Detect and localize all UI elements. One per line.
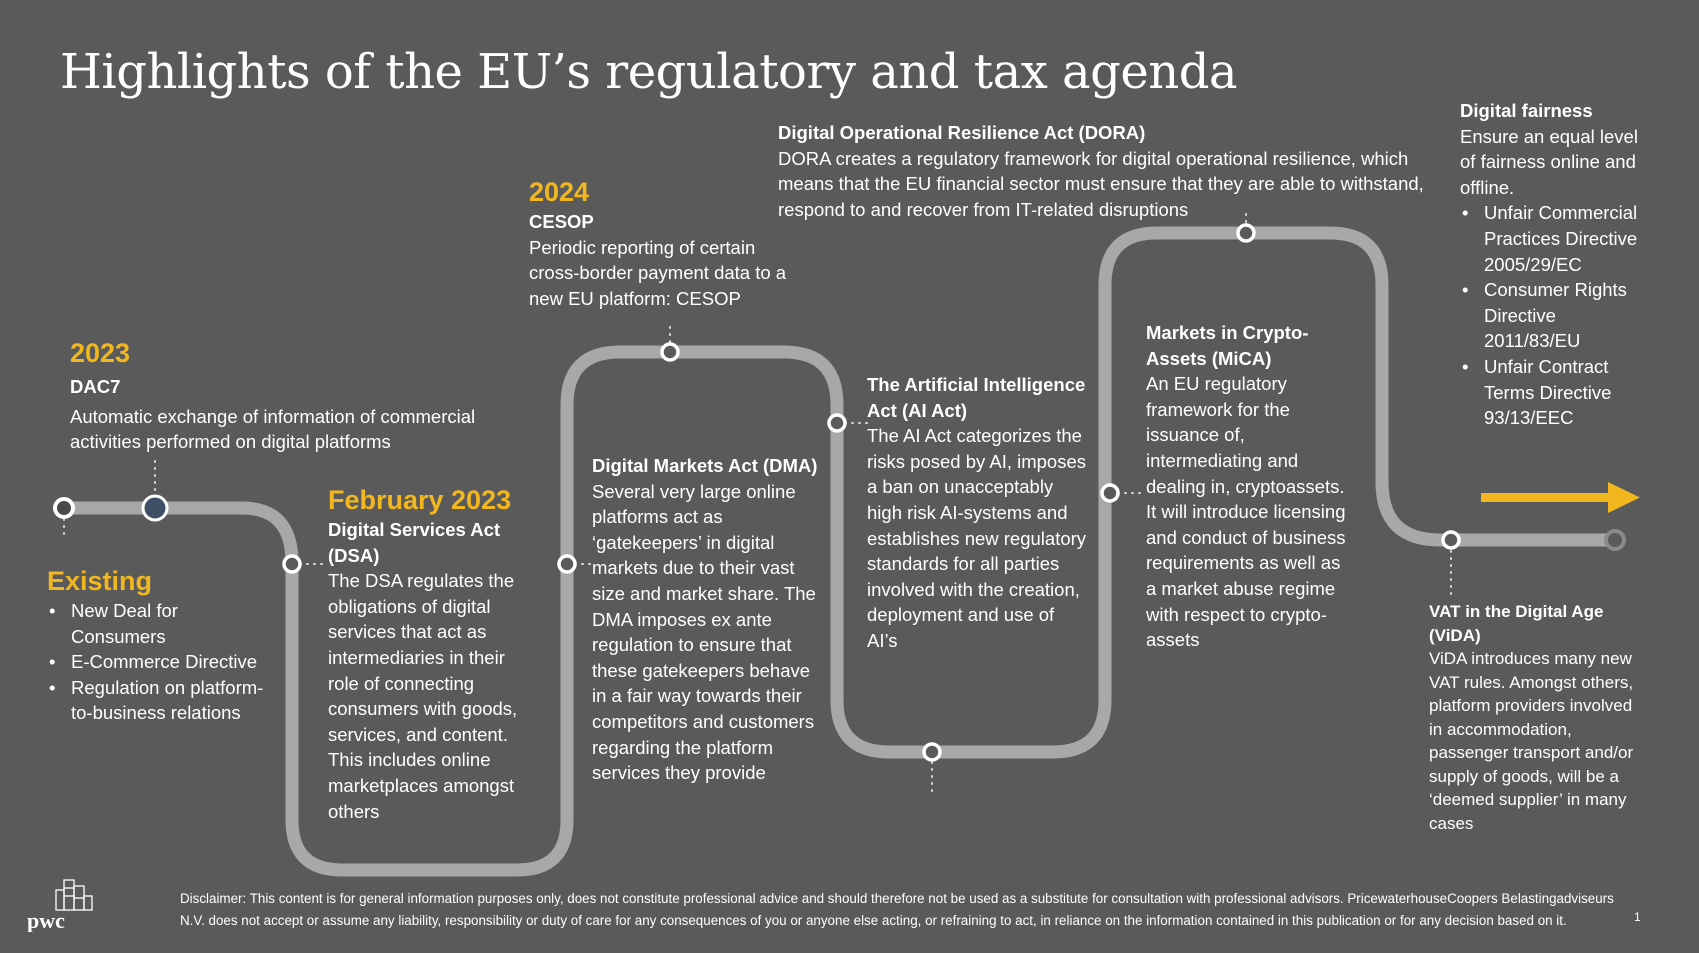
fairness-block [1460,98,1655,431]
page-number: 1 [1634,910,1641,924]
dma-block [592,453,820,786]
milestone-start [55,499,73,517]
fairness-name: Digital fairness [1460,100,1593,121]
vida-desc: ViDA introduces many new VAT rules. Amongst others, platform providers involved in accommodation, passenger transport and/or supply of goods, will be a ‘deemed supplier’ in many cases [1429,649,1634,833]
list-item: • Consumer Rights Directive 2011/83/EU [1460,277,1655,354]
dac7-year: 2023 [70,338,131,368]
mica-block [1146,320,1351,653]
list-item: • Unfair Commercial Practices Directive 2005/29/EC [1460,200,1655,277]
ai-act-name: The Artificial Intelligence Act (AI Act) [867,374,1086,421]
ai-act-block [867,372,1087,654]
milestone-bottom [924,744,940,760]
milestone-end [1606,531,1624,549]
milestone-dma [559,556,575,572]
dora-name: Digital Operational Resilience Act (DORA) [778,122,1146,143]
disclaimer: Disclaimer: This content is for general information purposes only, does not constitute professional advice and should therefore not be used as a substitute for consultation with professional advisors. PricewaterhouseCoopers Belastingadviseurs N.V. does not accept or assume any liability, responsibility or duty of care for any consequences of you or anyone else acting, or refraining to act, in reliance on the information contained in this publication or for any decision based on it. [180,891,1614,928]
dsa-year: February 2023 [328,485,512,515]
dac7-block [70,336,530,455]
milestone-dsa [284,556,300,572]
vida-name: VAT in the Digital Age (ViDA) [1429,602,1604,645]
page-title: Highlights of the EU’s regulatory and tax agenda [60,44,1238,100]
logo-text: pwc [27,908,65,932]
milestone-vida [1443,532,1459,548]
list-item: • E-Commerce Directive [47,649,277,675]
existing-list [47,598,277,726]
milestone-ai-act [829,415,845,431]
dac7-desc: Automatic exchange of information of commercial activities performed on digital platforms [70,405,476,453]
milestone-dac7 [143,496,167,520]
pwc-logo [26,878,96,932]
milestone-cesop [662,344,678,360]
dora-desc: DORA creates a regulatory framework for digital operational resilience, which means that the EU financial sector must ensure that they are able to withstand, respond to and recover from IT-related disruptions [778,147,1424,220]
existing-block [47,564,277,726]
timeline-road [64,233,1615,870]
milestone-mica [1102,485,1118,501]
cesop-name: CESOP [529,211,594,232]
vida-block [1429,600,1644,835]
dsa-block [328,483,538,824]
arrow-right-icon [1481,482,1640,513]
mica-desc: An EU regulatory framework for the issuance of, intermediating and dealing in, cryptoassets. It will introduce licensing and conduct of business requirements as well as a market abuse regime with respect to crypto-assets [1146,373,1346,651]
fairness-list [1460,200,1655,430]
list-item: • Unfair Contract Terms Directive 93/13/EEC [1460,354,1655,431]
dsa-desc: The DSA regulates the obligations of digital services that act as intermediaries in their role of connecting consumers with goods, services, and content. This includes online marketplaces amongst others [328,570,518,822]
mica-name: Markets in Crypto-Assets (MiCA) [1146,322,1309,369]
existing-heading: Existing [47,566,153,596]
cesop-block [529,175,789,311]
dac7-name: DAC7 [70,376,121,397]
dma-name: Digital Markets Act (DMA) [592,455,818,476]
list-item: • New Deal for Consumers [47,598,277,649]
milestone-dora [1238,225,1254,241]
ai-act-desc: The AI Act categorizes the risks posed by AI, imposes a ban on unacceptably high risk AI-systems and establishes new regulatory standards for all parties involved with the creation, deployment and use of AI’s [867,425,1087,651]
dsa-name: Digital Services Act (DSA) [328,519,501,566]
list-item: • Regulation on platform-to-business relations [47,675,277,726]
dma-desc: Several very large online platforms act as ‘gatekeepers’ in digital markets due to their vast size and market share. The DMA imposes ex ante regulation to ensure that these gatekeepers behave in a fair way towards their competitors and customers regarding the platform services they provide [592,480,816,784]
building-icon [56,880,92,910]
cesop-year: 2024 [529,177,590,207]
dora-block [778,120,1438,222]
fairness-desc: Ensure an equal level of fairness online and offline. [1460,125,1638,198]
cesop-desc: Periodic reporting of certain cross-border payment data to a new EU platform: CESOP [529,236,787,309]
